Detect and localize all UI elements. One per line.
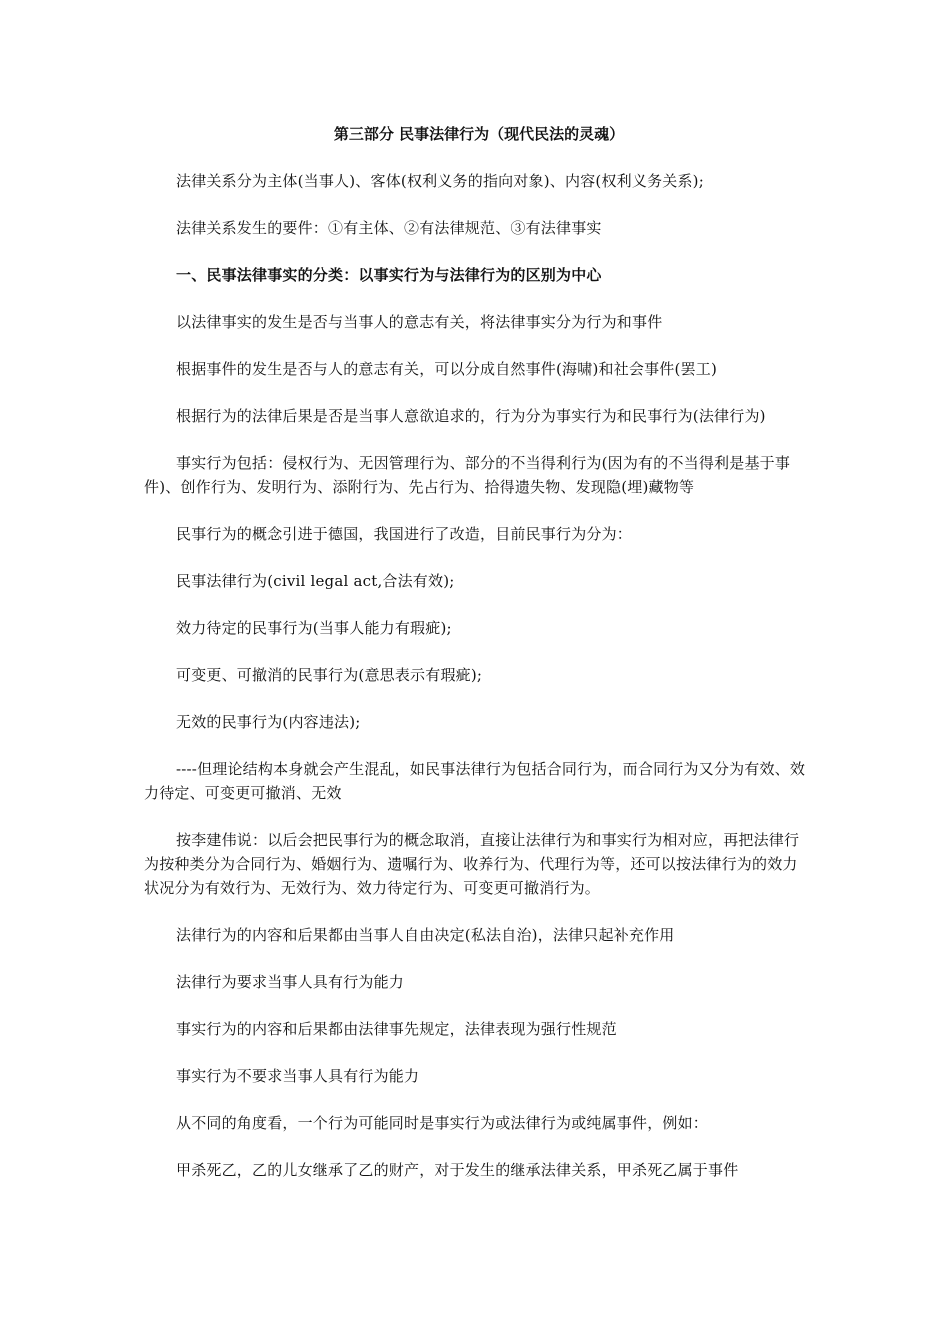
- list-item-civil-legal-act: 民事法律行为(civil legal act,合法有效);: [176, 572, 455, 590]
- paragraph-legal-relation-elements: 法律关系分为主体(当事人)、客体(权利义务的指向对象)、内容(权利义务关系);: [176, 172, 704, 190]
- paragraph-factual-acts-list: 事实行为包括：侵权行为、无因管理行为、部分的不当得利行为(因为有的不当得利是基于事件)、创作行为、发明行为、添附行为、先占行为、拾得遗失物、发现隐(埋)藏物等: [144, 454, 791, 496]
- list-item-pending-validity: 效力待定的民事行为(当事人能力有瑕疵);: [176, 619, 452, 637]
- paragraph-example-inheritance: 甲杀死乙，乙的儿女继承了乙的财产，对于发生的继承法律关系，甲杀死乙属于事件: [176, 1161, 739, 1179]
- list-item-void: 无效的民事行为(内容违法);: [176, 713, 361, 731]
- paragraph-legal-act-autonomy: 法律行为的内容和后果都由当事人自由决定(私法自治)，法律只起补充作用: [176, 926, 675, 944]
- section-heading-fact-classification: 一、民事法律事实的分类：以事实行为与法律行为的区别为中心: [176, 266, 602, 284]
- paragraph-fact-division: 以法律事实的发生是否与当事人的意志有关，将法律事实分为行为和事件: [176, 313, 663, 331]
- paragraph-civil-act-origin: 民事行为的概念引进于德国，我国进行了改造，目前民事行为分为：: [176, 525, 633, 543]
- paragraph-act-division: 根据行为的法律后果是否是当事人意欲追求的，行为分为事实行为和民事行为(法律行为): [176, 407, 766, 425]
- paragraph-legal-relation-requirements: 法律关系发生的要件：①有主体、②有法律规范、③有法律事实: [176, 219, 602, 237]
- document-title: 第三部分 民事法律行为（现代民法的灵魂）: [333, 125, 625, 143]
- paragraph-li-jianwei-view: 按李建伟说：以后会把民事行为的概念取消，直接让法律行为和事实行为相对应，再把法律行为按种类分为合同行为、婚姻行为、遗嘱行为、收养行为、代理行为等，还可以按法律行为的效力状况分为有效行为、无效行为、效力待定行为、可变更可撤消行为。: [144, 831, 800, 897]
- list-item-revocable: 可变更、可撤消的民事行为(意思表示有瑕疵);: [176, 666, 483, 684]
- paragraph-perspective-note: 从不同的角度看，一个行为可能同时是事实行为或法律行为或纯属事件，例如：: [176, 1114, 709, 1132]
- paragraph-factual-act-statutory: 事实行为的内容和后果都由法律事先规定，法律表现为强行性规范: [176, 1020, 617, 1038]
- paragraph-legal-act-capacity: 法律行为要求当事人具有行为能力: [176, 973, 405, 991]
- paragraph-factual-act-capacity: 事实行为不要求当事人具有行为能力: [176, 1067, 420, 1085]
- paragraph-event-division: 根据事件的发生是否与人的意志有关，可以分成自然事件(海啸)和社会事件(罢工): [176, 360, 718, 378]
- document-page: [144, 122, 808, 1205]
- paragraph-theory-confusion: ----但理论结构本身就会产生混乱，如民事法律行为包括合同行为，而合同行为又分为有效、效力待定、可变更可撤消、无效: [144, 760, 806, 802]
